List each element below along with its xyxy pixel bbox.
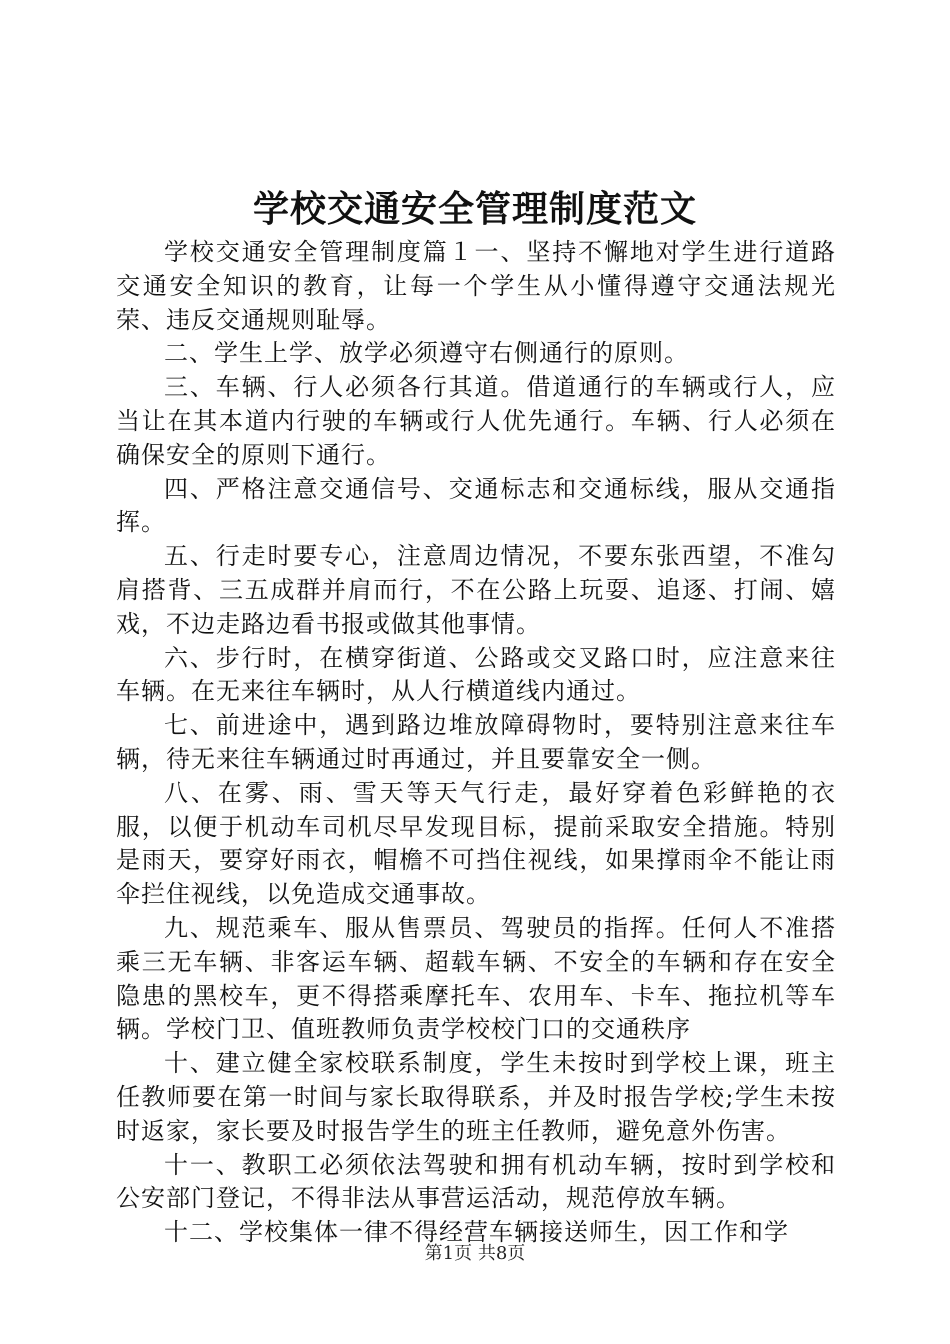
paragraph: 十、建立健全家校联系制度，学生未按时到学校上课，班主任教师要在第一时间与家长取得联系，并及时报告学校;学生未按时返家，家长要及时报告学生的班主任教师，避免意外伤害。: [116, 1049, 836, 1145]
paragraph: 六、步行时，在横穿街道、公路或交叉路口时，应注意来往车辆。在无来往车辆时，从人行横道线内通过。: [116, 643, 836, 706]
paragraph: 学校交通安全管理制度篇１一、坚持不懈地对学生进行道路交通安全知识的教育，让每一个学生从小懂得遵守交通法规光荣、违反交通规则耻辱。: [116, 238, 836, 334]
paragraph: 二、学生上学、放学必须遵守右侧通行的原则。: [164, 339, 689, 368]
paragraph: 四、严格注意交通信号、交通标志和交通标线，服从交通指挥。: [116, 474, 836, 537]
page-footer: 第1页 共8页: [424, 1243, 526, 1264]
document-title: 学校交通安全管理制度范文: [252, 188, 697, 230]
paragraph: 七、前进途中，遇到路边堆放障碍物时，要特别注意来往车辆，待无来往车辆通过时再通过，并且要靠安全一侧。: [116, 711, 836, 773]
paragraph: 五、行走时要专心，注意周边情况，不要东张西望，不准勾肩搭背、三五成群并肩而行，不在公路上玩耍、追逐、打闹、嬉戏，不边走路边看书报或做其他事情。: [116, 542, 836, 638]
paragraph: 九、规范乘车、服从售票员、驾驶员的指挥。任何人不准搭乘三无车辆、非客运车辆、超载车辆、不安全的车辆和存在安全隐患的黑校车，更不得搭乘摩托车、农用车、卡车、拖拉机等车辆。学校门卫、值班教师负责学校校门口的交通秩序: [116, 913, 836, 1044]
paragraph: 八、在雾、雨、雪天等天气行走，最好穿着色彩鲜艳的衣服，以便于机动车司机尽早发现目标，提前采取安全措施。特别是雨天，要穿好雨衣，帽檐不可挡住视线，如果撑雨伞不能让雨伞拦住视线，以免造成交通事故。: [116, 778, 836, 909]
document-body: [116, 236, 836, 1250]
paragraph: 三、车辆、行人必须各行其道。借道通行的车辆或行人，应当让在其本道内行驶的车辆或行人优先通行。车辆、行人必须在确保安全的原则下通行。: [116, 373, 836, 469]
paragraph: 十一、教职工必须依法驾驶和拥有机动车辆，按时到学校和公安部门登记，不得非法从事营运活动，规范停放车辆。: [116, 1150, 836, 1213]
paragraph: 十二、学校集体一律不得经营车辆接送师生，因工作和学: [164, 1218, 789, 1247]
